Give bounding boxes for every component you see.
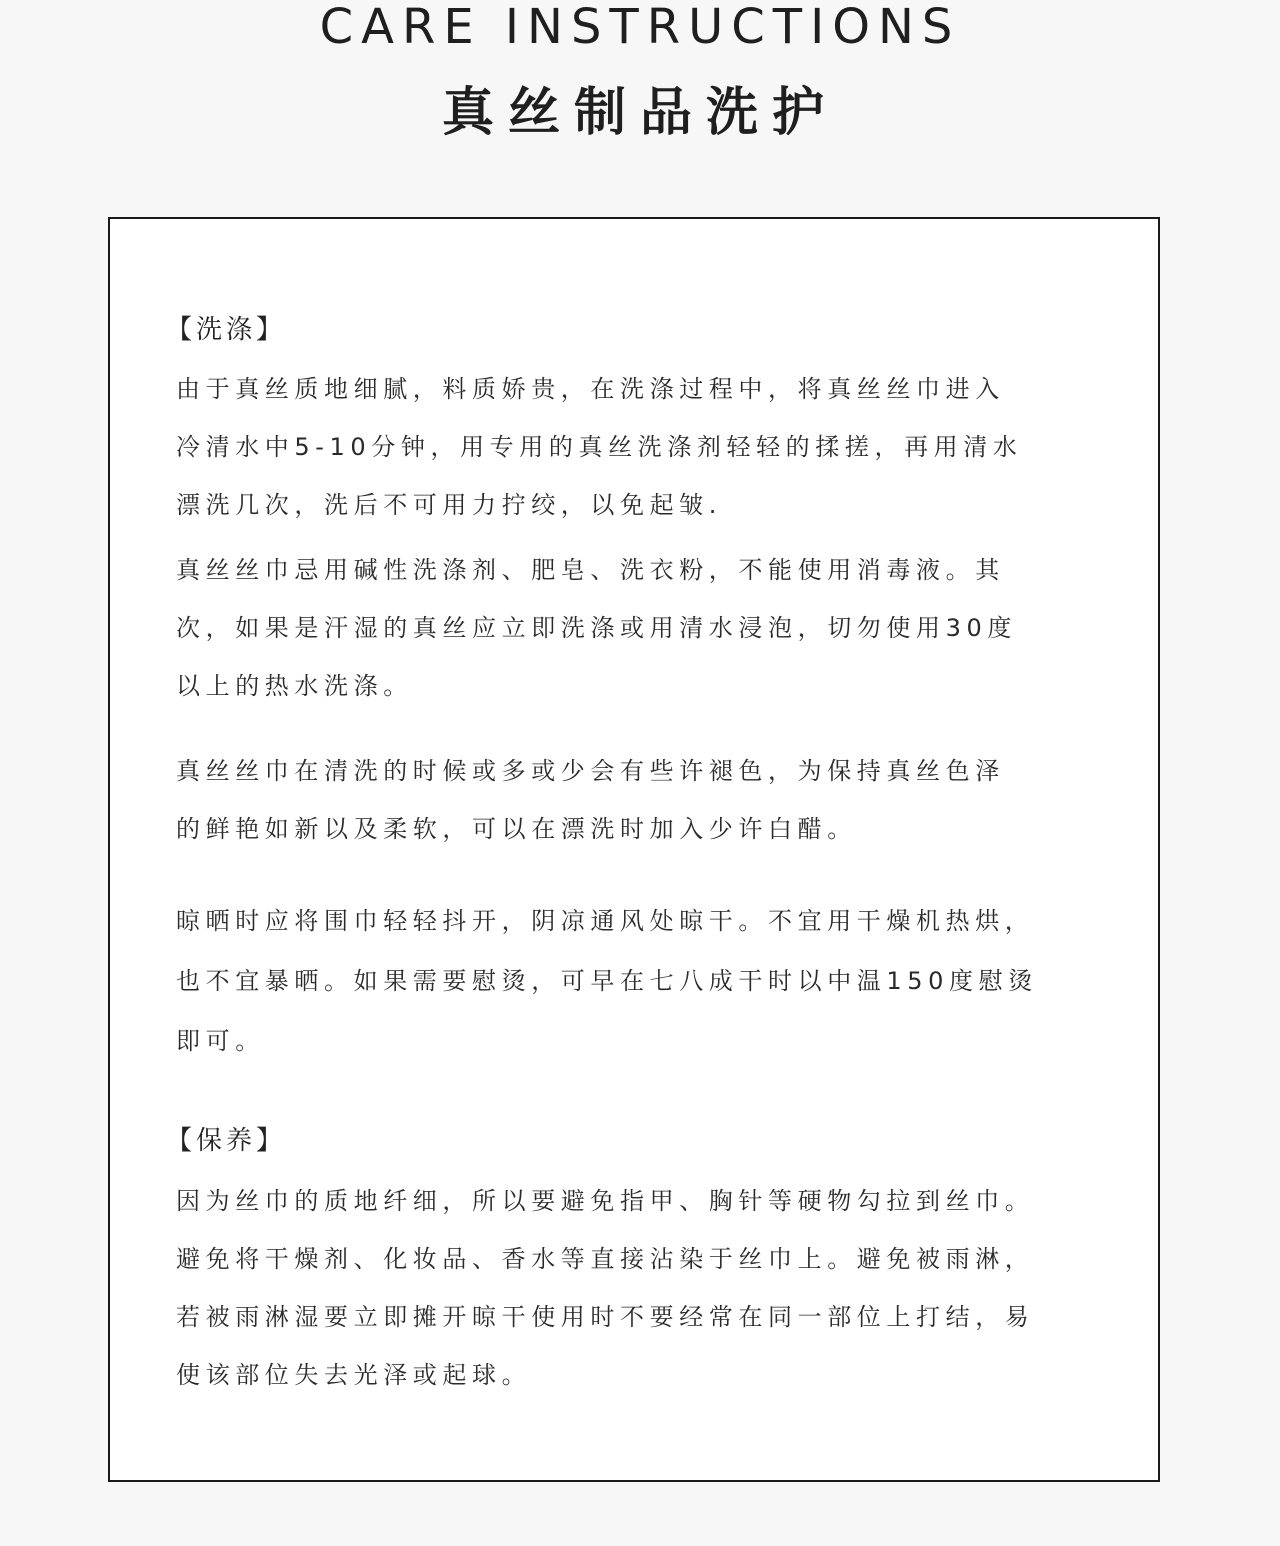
instructions-card (108, 217, 1160, 1482)
wash-paragraph-4-line: 晾晒时应将围巾轻轻抖开，阴凉通风处晾干。不宜用干燥机热烘， (176, 907, 1035, 935)
wash-paragraph-2-line: 真丝丝巾忌用碱性洗涤剂、肥皂、洗衣粉，不能使用消毒液。其 (176, 556, 1005, 584)
care-paragraph-line: 因为丝巾的质地纤细，所以要避免指甲、胸针等硬物勾拉到丝巾。 (176, 1187, 1035, 1215)
section-heading-wash: 【洗涤】 (166, 315, 287, 345)
wash-paragraph-2-line: 次，如果是汗湿的真丝应立即洗涤或用清水浸泡，切勿使用30度 (176, 614, 1017, 642)
title-chinese: 真丝制品洗护 (441, 83, 838, 143)
wash-paragraph-4-line: 也不宜暴晒。如果需要慰烫，可早在七八成干时以中温150度慰烫 (176, 967, 1038, 995)
wash-paragraph-1-line: 冷清水中5-10分钟，用专用的真丝洗涤剂轻轻的揉搓，再用清水 (176, 433, 1023, 461)
title-english: CARE INSTRUCTIONS (319, 0, 961, 55)
wash-paragraph-3-line: 的鲜艳如新以及柔软，可以在漂洗时加入少许白醋。 (176, 815, 857, 843)
wash-paragraph-1-line: 漂洗几次，洗后不可用力拧绞，以免起皱. (176, 491, 723, 519)
care-paragraph-line: 若被雨淋湿要立即摊开晾干使用时不要经常在同一部位上打结，易 (176, 1303, 1035, 1331)
wash-paragraph-2-line: 以上的热水洗涤。 (176, 672, 413, 700)
care-paragraph-line: 避免将干燥剂、化妆品、香水等直接沾染于丝巾上。避免被雨淋， (176, 1245, 1035, 1273)
wash-paragraph-4-line: 即可。 (176, 1027, 265, 1055)
wash-paragraph-1-line: 由于真丝质地细腻，料质娇贵，在洗涤过程中，将真丝丝巾进入 (176, 375, 1005, 403)
section-heading-care: 【保养】 (166, 1126, 287, 1156)
wash-paragraph-3-line: 真丝丝巾在清洗的时候或多或少会有些许褪色，为保持真丝色泽 (176, 757, 1005, 785)
care-paragraph-line: 使该部位失去光泽或起球。 (176, 1361, 532, 1389)
